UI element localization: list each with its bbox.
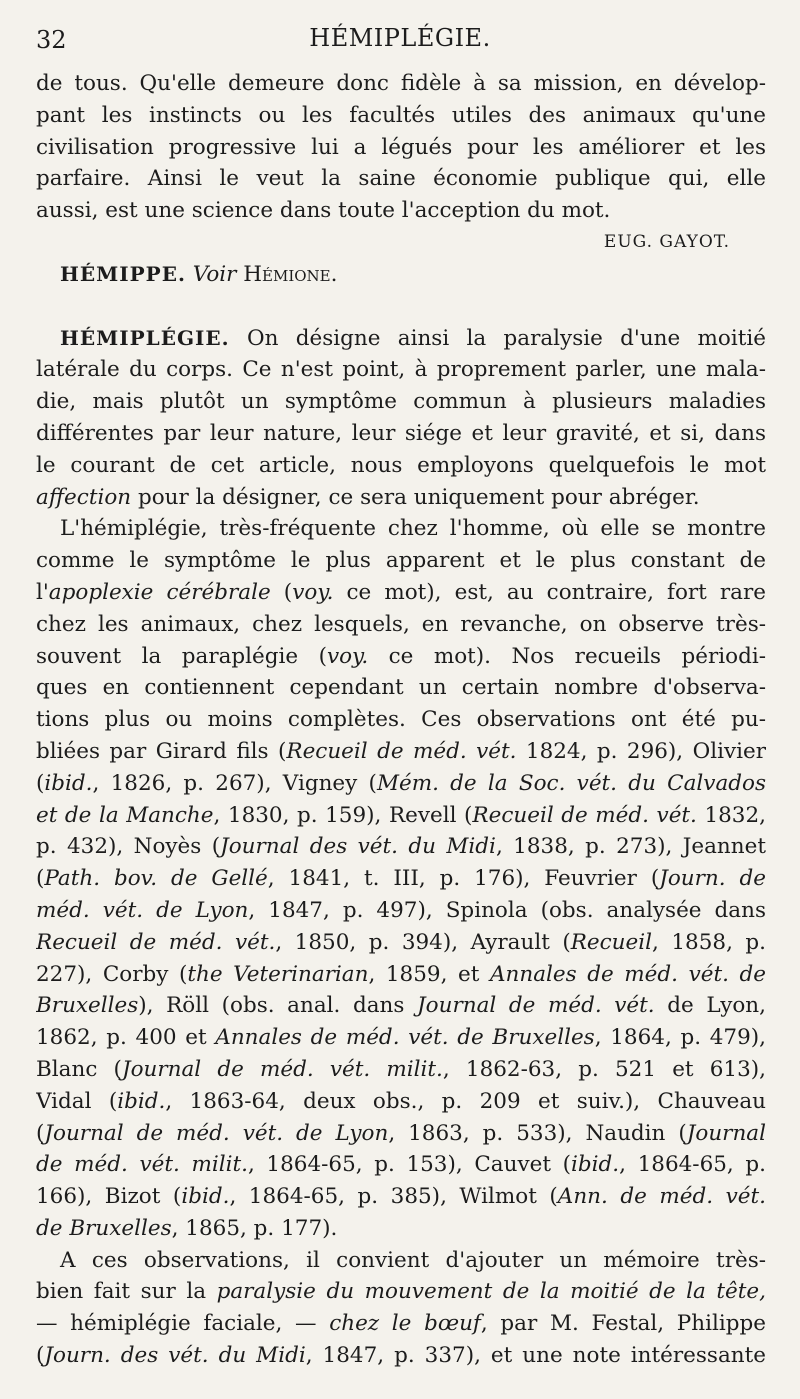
text-run: , 1864, p. 479), [594, 1025, 766, 1051]
text-run-italic: Journal de méd. vét. [417, 993, 655, 1019]
text-run: p. 432), Noyès ( [36, 834, 221, 860]
text-run: ( [36, 770, 45, 796]
text-run: 1832, [696, 802, 766, 828]
text-run-italic: paralysie du mouvement de la moitié de la tête, [216, 1279, 766, 1305]
text-run-italic: Recueil de méd. vét. [286, 738, 517, 764]
text-line [36, 641, 766, 673]
entry-headword: HÉMIPPE. [60, 261, 186, 286]
text-run: de Lyon, [654, 993, 766, 1019]
text-run-italic: affection [36, 484, 132, 510]
text-run-italic: de méd. vét. milit. [36, 1152, 248, 1178]
text-run-italic: Annales de méd. vét. de Bruxelles [215, 1025, 595, 1051]
text-line [36, 1213, 766, 1245]
text-line: parfaire. Ainsi le veut la saine économie publique qui, elle [36, 166, 766, 192]
see-label: Voir [192, 261, 237, 287]
text-run: , 1838, p. 273), Jeannet [495, 834, 766, 860]
text-line [36, 1340, 766, 1372]
text-run: ce mot), est, au contraire, fort rare [333, 579, 766, 605]
text-line [36, 768, 766, 800]
text-line: L'hémiplégie, très-fréquente chez l'homme, où elle se montre [60, 516, 766, 542]
text-run: , 1865, p. 177). [171, 1215, 338, 1241]
text-run: , 1864-65, p. 385), Wilmot ( [229, 1184, 558, 1210]
text-run-italic: Recueil de méd. vét. [472, 802, 697, 828]
text-line [36, 895, 766, 927]
text-run-italic: Mém. de la Soc. vét. du Calvados [376, 770, 766, 796]
text-line: A ces observations, il convient d'ajouter un mémoire très- [60, 1247, 766, 1273]
text-line: aussi, est une science dans toute l'acception du mot. [36, 198, 611, 224]
text-line [36, 863, 766, 895]
text-run-italic: Journ. des vét. du Midi [44, 1343, 306, 1369]
text-run: , 1859, et [368, 961, 490, 987]
text-line [36, 1181, 766, 1213]
entry-hemippe [36, 259, 766, 291]
text-run-italic: voy. [326, 643, 369, 669]
entry-spacer [36, 291, 766, 323]
text-run-italic: Journal [686, 1120, 766, 1146]
text-line [36, 1308, 766, 1340]
text-line: die, mais plutôt un symptôme commun à plusieurs maladies [36, 389, 766, 415]
text-run: pour la désigner, ce sera uniquement pour abréger. [131, 484, 700, 510]
text-line: civilisation progressive lui a légués pour les améliorer et les [36, 134, 766, 160]
text-run-italic: voy. [292, 579, 334, 605]
text-run: 1862, p. 400 et [36, 1025, 216, 1051]
text-run: , 1864-65, p. [619, 1152, 766, 1178]
text-run-italic: Journ. de [659, 866, 766, 892]
text-run: , 1826, p. 267), Vigney ( [92, 770, 377, 796]
text-run: souvent la paraplégie ( [36, 643, 327, 669]
text-run-italic: Annales de méd. vét. de [489, 961, 766, 987]
text-run: , 1864-65, p. 153), Cauvet ( [247, 1152, 571, 1178]
text-line [36, 323, 766, 355]
text-run-italic: et de la Manche [36, 802, 214, 828]
text-run-italic: Recueil [570, 929, 653, 955]
text-run: ( [270, 579, 293, 605]
text-run: , 1862-63, p. 521 et 613), [442, 1056, 766, 1082]
text-run-italic: ibid. [571, 1152, 620, 1178]
running-head: HÉMIPLÉGIE. [309, 24, 491, 52]
text-run: 166), Bizot ( [36, 1184, 182, 1210]
page-header [0, 14, 800, 54]
text-run: ( [36, 866, 45, 892]
entry-headword: HÉMIPLÉGIE. [60, 325, 230, 350]
text-line: le courant de cet article, nous employons quelquefois le mot [36, 452, 766, 478]
text-line [36, 736, 766, 768]
text-run: , par M. Festal, Philippe [480, 1311, 766, 1337]
text-run-italic: Path. bov. de Gellé [44, 866, 268, 892]
text-run-italic: the Veterinarian [187, 961, 369, 987]
text-run: ce mot). Nos recueils périodi- [368, 643, 766, 669]
text-line: différentes par leur nature, leur siége et leur gravité, et si, dans [36, 420, 766, 446]
text-run: , 1830, p. 159), Revell ( [213, 802, 473, 828]
text-run-italic: Bruxelles [36, 993, 139, 1019]
text-run: , 1863-64, deux obs., p. 209 et suiv.), Chauveau [165, 1088, 766, 1114]
text-line: latérale du corps. Ce n'est point, à proprement parler, une mala- [36, 357, 766, 383]
text-line [36, 577, 766, 609]
text-line [36, 1118, 766, 1150]
text-run: , 1863, p. 533), Naudin ( [388, 1120, 687, 1146]
text-run: Vidal ( [36, 1088, 118, 1114]
text-run: ), Röll (obs. anal. dans [138, 993, 418, 1019]
text-run-italic: Ann. de méd. vét. [557, 1184, 766, 1210]
text-run: , 1841, t. III, p. 176), Feuvrier ( [267, 866, 660, 892]
text-run: , 1847, p. 337), et une note intéressante [305, 1343, 766, 1369]
text-line [36, 927, 766, 959]
text-run: ( [36, 1120, 45, 1146]
text-run-italic: ibid. [181, 1184, 230, 1210]
text-line: pant les instincts ou les facultés utiles des animaux qu'une [36, 102, 766, 128]
text-line [36, 1022, 766, 1054]
text-line [36, 1054, 766, 1086]
text-run-italic: Journal de méd. vét. milit. [121, 1056, 443, 1082]
text-line [36, 990, 766, 1022]
text-line: tions plus ou moins complètes. Ces observations ont été pu- [36, 707, 766, 733]
text-run-italic: ibid. [44, 770, 93, 796]
text-run: bien fait sur la [36, 1279, 217, 1305]
body-text [36, 68, 766, 1372]
text-run-italic: apoplexie cérébrale [48, 579, 271, 605]
text-run-italic: Recueil de méd. vét. [36, 929, 276, 955]
cross-reference: Hémione. [243, 261, 338, 287]
text-run: ( [36, 1343, 45, 1369]
text-run-italic: méd. vét. de Lyon [36, 897, 249, 923]
text-line: de tous. Qu'elle demeure donc fidèle à sa mission, en dévelop- [36, 71, 766, 96]
text-line [36, 831, 766, 863]
text-line: chez les animaux, chez lesquels, en revanche, on observe très- [36, 611, 766, 637]
text-line [36, 1149, 766, 1181]
text-line [36, 1086, 766, 1118]
text-run-italic: ibid. [117, 1088, 166, 1114]
text-line: ques en contiennent cependant un certain nombre d'observa- [36, 675, 766, 701]
text-run: l' [36, 579, 49, 605]
text-run: — hémiplégie faciale, — [36, 1311, 330, 1337]
text-run: bliées par Girard fils ( [36, 738, 287, 764]
text-run: , 1850, p. 394), Ayrault ( [275, 929, 571, 955]
page-number: 32 [36, 26, 67, 54]
author-signature: EUG. GAYOT. [603, 231, 730, 252]
text-line [36, 1276, 766, 1308]
text-run-italic: Journal des vét. du Midi [220, 834, 496, 860]
text-line [36, 959, 766, 991]
text-run: Blanc ( [36, 1056, 122, 1082]
text-run: On désigne ainsi la paralysie d'une moitié [246, 325, 766, 351]
text-run: , 1847, p. 497), Spinola (obs. analysée dans [248, 897, 766, 923]
text-line: comme le symptôme le plus apparent et le plus constant de [36, 548, 766, 574]
text-line [36, 800, 766, 832]
text-run: , 1858, p. [652, 929, 766, 955]
text-run: 227), Corby ( [36, 961, 188, 987]
text-run-italic: chez le bœuf [329, 1311, 481, 1337]
text-run-italic: de Bruxelles [36, 1215, 172, 1241]
text-line [36, 482, 766, 514]
text-run: 1824, p. 296), Olivier [516, 738, 766, 764]
text-run-italic: Journal de méd. vét. de Lyon [44, 1120, 389, 1146]
